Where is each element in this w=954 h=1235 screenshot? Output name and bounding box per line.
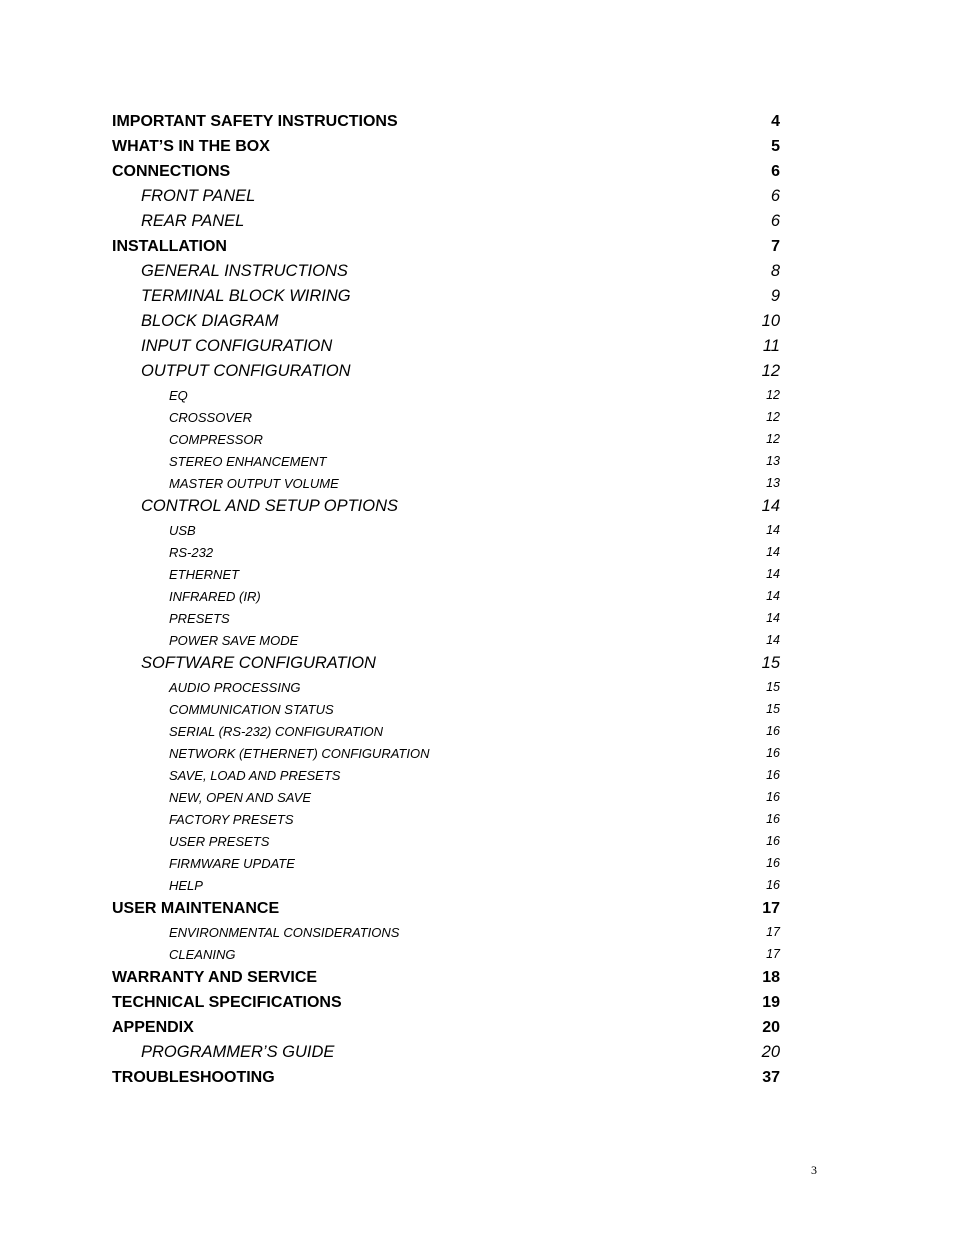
toc-entry bbox=[112, 519, 780, 541]
toc-entry-title: FRONT PANEL bbox=[141, 187, 256, 205]
toc-entry-page: 19 bbox=[762, 993, 780, 1011]
toc-entry bbox=[112, 406, 780, 428]
toc-entry bbox=[112, 896, 780, 921]
toc-entry bbox=[112, 209, 780, 234]
toc-entry-page: 15 bbox=[766, 702, 780, 716]
toc-entry bbox=[112, 830, 780, 852]
toc-entry-title: TECHNICAL SPECIFICATIONS bbox=[112, 993, 342, 1011]
toc-entry bbox=[112, 563, 780, 585]
toc-entry bbox=[112, 676, 780, 698]
toc-entry-title: BLOCK DIAGRAM bbox=[141, 312, 279, 330]
toc-entry bbox=[112, 651, 780, 676]
toc-entry bbox=[112, 428, 780, 450]
toc-entry bbox=[112, 309, 780, 334]
toc-entry bbox=[112, 1015, 780, 1040]
toc-entry-title: IMPORTANT SAFETY INSTRUCTIONS bbox=[112, 112, 398, 130]
toc-entry-title: PROGRAMMER’S GUIDE bbox=[141, 1043, 335, 1061]
toc-entry-title: USER PRESETS bbox=[169, 833, 270, 849]
toc-entry-title: COMMUNICATION STATUS bbox=[169, 701, 334, 717]
toc-entry-page: 17 bbox=[766, 925, 780, 939]
toc-entry bbox=[112, 109, 780, 134]
toc-entry-page: 14 bbox=[766, 567, 780, 581]
toc-entry bbox=[112, 494, 780, 519]
toc-entry-page: 18 bbox=[762, 968, 780, 986]
toc-entry-page: 37 bbox=[762, 1068, 780, 1086]
toc-entry-page: 17 bbox=[766, 947, 780, 961]
toc-entry bbox=[112, 786, 780, 808]
toc-entry-page: 16 bbox=[766, 724, 780, 738]
toc-entry-page: 16 bbox=[766, 856, 780, 870]
toc-entry-page: 15 bbox=[761, 654, 780, 672]
toc-entry-title: EQ bbox=[169, 387, 188, 403]
toc-entry-page: 16 bbox=[766, 746, 780, 760]
toc-entry-title: HELP bbox=[169, 877, 203, 893]
toc-entry bbox=[112, 698, 780, 720]
toc-entry-page: 14 bbox=[766, 523, 780, 537]
toc-entry-title: PRESETS bbox=[169, 610, 230, 626]
toc-entry bbox=[112, 234, 780, 259]
toc-entry-title: STEREO ENHANCEMENT bbox=[169, 453, 327, 469]
toc-entry bbox=[112, 585, 780, 607]
toc-entry-page: 12 bbox=[761, 362, 780, 380]
toc-entry bbox=[112, 1040, 780, 1065]
toc-entry-page: 12 bbox=[766, 432, 780, 446]
toc-entry-title: CONNECTIONS bbox=[112, 162, 231, 180]
toc-entry-page: 14 bbox=[766, 589, 780, 603]
toc-entry-page: 6 bbox=[770, 187, 780, 205]
toc-entry-page: 6 bbox=[770, 212, 780, 230]
toc-entry-page: 16 bbox=[766, 812, 780, 826]
toc-entry-title: REAR PANEL bbox=[141, 212, 245, 230]
toc-entry bbox=[112, 134, 780, 159]
toc-entry-page: 16 bbox=[766, 768, 780, 782]
toc-entry bbox=[112, 990, 780, 1015]
toc-entry-page: 14 bbox=[766, 633, 780, 647]
toc-entry-page: 14 bbox=[766, 611, 780, 625]
toc-entry-page: 20 bbox=[762, 1018, 780, 1036]
toc-entry-title: CLEANING bbox=[169, 946, 236, 962]
toc-entry bbox=[112, 184, 780, 209]
toc-entry bbox=[112, 284, 780, 309]
toc-entry-title: COMPRESSOR bbox=[169, 431, 263, 447]
toc-entry-title: INSTALLATION bbox=[112, 237, 227, 255]
toc-entry-page: 9 bbox=[770, 287, 780, 305]
toc-entry-page: 14 bbox=[761, 497, 780, 515]
toc-entry bbox=[112, 629, 780, 651]
toc-entry bbox=[112, 874, 780, 896]
toc-entry-title: OUTPUT CONFIGURATION bbox=[141, 362, 351, 380]
toc-entry-title: GENERAL INSTRUCTIONS bbox=[141, 262, 348, 280]
toc-entry bbox=[112, 450, 780, 472]
toc-entry-title: NEW, OPEN AND SAVE bbox=[169, 789, 312, 805]
toc-entry-title: CONTROL AND SETUP OPTIONS bbox=[141, 497, 399, 515]
toc-entry bbox=[112, 808, 780, 830]
toc-entry bbox=[112, 965, 780, 990]
toc-entry-title: APPENDIX bbox=[112, 1018, 194, 1036]
toc-entry bbox=[112, 764, 780, 786]
toc-entry-page: 13 bbox=[766, 454, 780, 468]
toc-entry bbox=[112, 607, 780, 629]
toc-entry bbox=[112, 1065, 780, 1090]
toc-entry-page: 8 bbox=[770, 262, 780, 280]
toc-entry-title: FACTORY PRESETS bbox=[169, 811, 294, 827]
toc-entry-page: 11 bbox=[762, 337, 780, 355]
toc-entry-page: 13 bbox=[766, 476, 780, 490]
toc-entry-page: 17 bbox=[762, 899, 780, 917]
toc-entry-page: 5 bbox=[771, 137, 780, 155]
toc-entry-page: 12 bbox=[766, 410, 780, 424]
toc-entry-page: 16 bbox=[766, 878, 780, 892]
toc-entry-title: AUDIO PROCESSING bbox=[169, 679, 301, 695]
toc-entry bbox=[112, 259, 780, 284]
toc-entry-title: SAVE, LOAD AND PRESETS bbox=[169, 767, 341, 783]
toc-entry-title: SERIAL (RS-232) CONFIGURATION bbox=[169, 723, 384, 739]
toc-entry-title: NETWORK (ETHERNET) CONFIGURATION bbox=[169, 745, 430, 761]
toc-entry bbox=[112, 384, 780, 406]
toc-entry-title: CROSSOVER bbox=[169, 409, 253, 425]
toc-entry bbox=[112, 943, 780, 965]
toc-entry-page: 15 bbox=[766, 680, 780, 694]
toc-entry-page: 20 bbox=[761, 1043, 780, 1061]
toc-entry bbox=[112, 720, 780, 742]
toc-entry-title: FIRMWARE UPDATE bbox=[169, 855, 295, 871]
toc-entry-title: ETHERNET bbox=[169, 566, 240, 582]
toc-entry bbox=[112, 541, 780, 563]
toc-entry-page: 6 bbox=[771, 162, 780, 180]
page-number: 3 bbox=[811, 1163, 817, 1177]
toc-entry bbox=[112, 921, 780, 943]
table-of-contents bbox=[112, 109, 780, 1090]
toc-entry-title: RS-232 bbox=[169, 544, 214, 560]
toc-entry bbox=[112, 742, 780, 764]
toc-entry-title: USER MAINTENANCE bbox=[112, 899, 280, 917]
toc-entry bbox=[112, 159, 780, 184]
toc-entry-page: 16 bbox=[766, 790, 780, 804]
toc-entry bbox=[112, 852, 780, 874]
toc-entry-title: WARRANTY AND SERVICE bbox=[112, 968, 318, 986]
toc-entry-title: INFRARED (IR) bbox=[169, 588, 261, 604]
toc-entry-page: 14 bbox=[766, 545, 780, 559]
toc-entry-title: USB bbox=[169, 522, 196, 538]
toc-entry-page: 4 bbox=[771, 112, 780, 130]
toc-entry-page: 16 bbox=[766, 834, 780, 848]
toc-entry bbox=[112, 334, 780, 359]
toc-entry-title: WHAT’S IN THE BOX bbox=[112, 137, 270, 155]
toc-entry-title: TERMINAL BLOCK WIRING bbox=[141, 287, 351, 305]
toc-entry-title: SOFTWARE CONFIGURATION bbox=[141, 654, 376, 672]
toc-entry-title: INPUT CONFIGURATION bbox=[141, 337, 333, 355]
toc-entry bbox=[112, 472, 780, 494]
toc-entry-title: POWER SAVE MODE bbox=[169, 632, 299, 648]
toc-entry-page: 10 bbox=[761, 312, 780, 330]
toc-entry-title: ENVIRONMENTAL CONSIDERATIONS bbox=[169, 924, 400, 940]
toc-entry bbox=[112, 359, 780, 384]
toc-entry-page: 7 bbox=[771, 237, 780, 255]
toc-entry-title: TROUBLESHOOTING bbox=[112, 1068, 275, 1086]
toc-entry-title: MASTER OUTPUT VOLUME bbox=[169, 475, 339, 491]
toc-entry-page: 12 bbox=[766, 388, 780, 402]
